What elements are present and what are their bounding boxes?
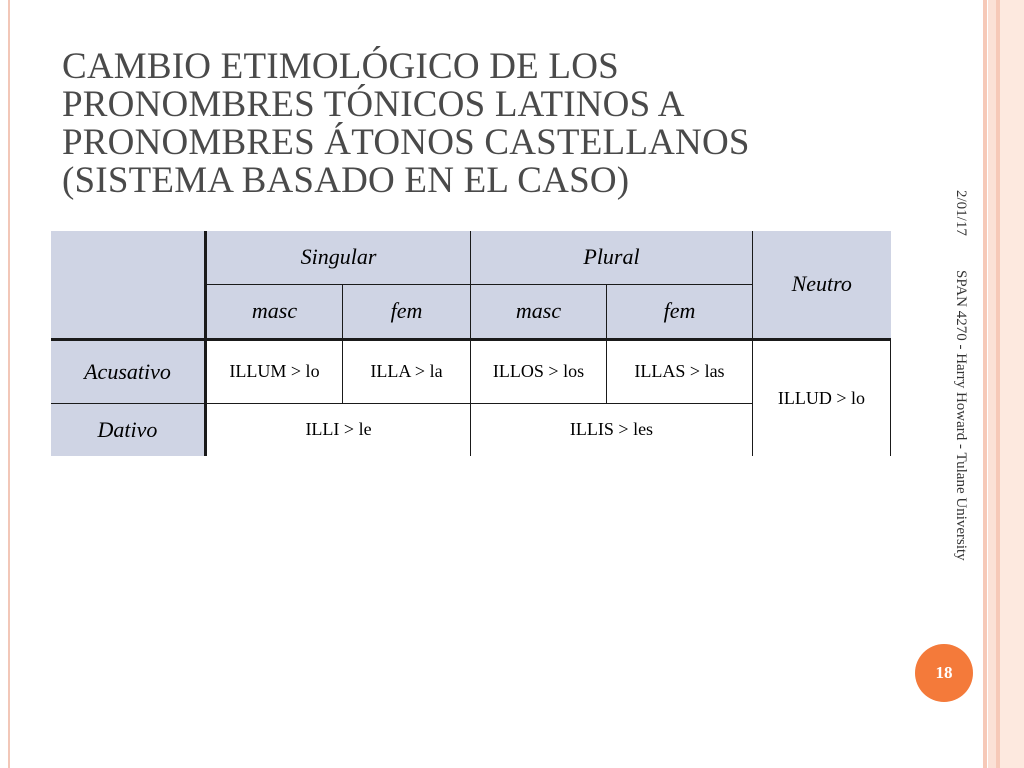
header-plural: Plural: [471, 231, 753, 284]
header-masc-plural: masc: [471, 284, 607, 339]
header-neutro: Neutro: [753, 231, 891, 339]
right-stripe: [988, 0, 996, 768]
title-line: PRONOMBRES TÓNICOS LATINOS A: [62, 84, 685, 125]
corner-cell: [51, 231, 206, 339]
title-line: (SISTEMA BASADO EN EL CASO): [62, 160, 630, 201]
page-number: 18: [935, 663, 953, 682]
cell-acusativo-fem-pl: ILLAS > las: [607, 339, 753, 403]
header-fem-plural: fem: [607, 284, 753, 339]
row-label-dativo: Dativo: [51, 403, 206, 456]
left-border: [8, 0, 10, 768]
header-fem-singular: fem: [343, 284, 471, 339]
header-masc-singular: masc: [206, 284, 343, 339]
cell-neutro-value: ILLUD > lo: [753, 339, 891, 456]
slide-footer: SPAN 4270 - Harry Howard - Tulane University: [953, 270, 969, 561]
page-number-badge: [915, 644, 973, 702]
cell-acusativo-fem-sg: ILLA > la: [343, 339, 471, 403]
slide-title: [62, 48, 922, 200]
title-line: CAMBIO ETIMOLÓGICO DE LOS: [62, 46, 619, 87]
slide-date: 2/01/17: [953, 190, 969, 236]
row-label-acusativo: Acusativo: [51, 339, 206, 403]
cell-acusativo-masc-pl: ILLOS > los: [471, 339, 607, 403]
cell-acusativo-masc-sg: ILLUM > lo: [206, 339, 343, 403]
title-line: PRONOMBRES ÁTONOS CASTELLANOS: [62, 122, 750, 163]
header-singular: Singular: [206, 231, 471, 284]
right-stripe: [983, 0, 987, 768]
cell-dativo-plural: ILLIS > les: [471, 403, 753, 456]
pronoun-table: [51, 231, 891, 456]
cell-dativo-singular: ILLI > le: [206, 403, 471, 456]
right-stripe: [1000, 0, 1024, 768]
